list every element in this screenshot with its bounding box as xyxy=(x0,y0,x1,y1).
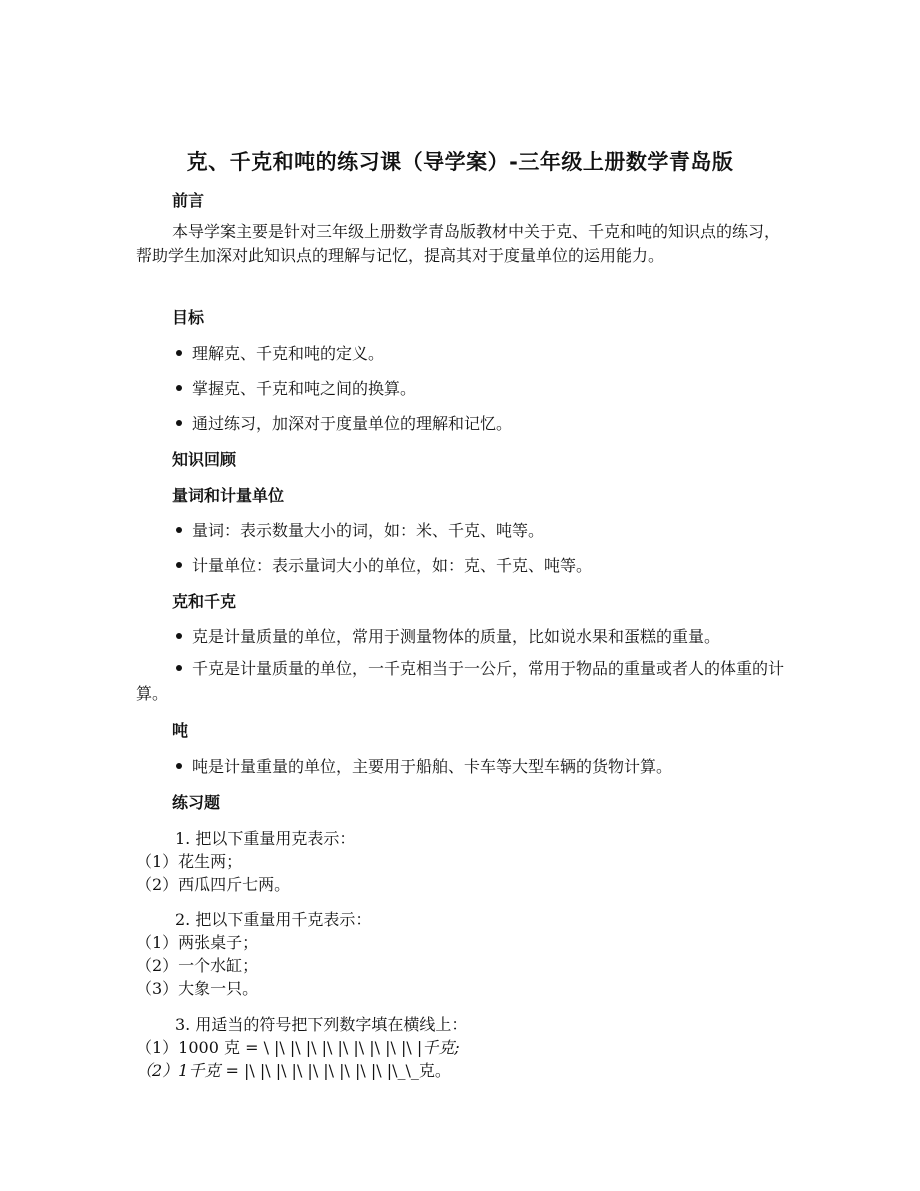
goal-item: 掌握克、千克和吨之间的换算。 xyxy=(176,376,416,399)
heading-goals: 目标 xyxy=(172,308,205,327)
question-2-sub: （1）两张桌子； xyxy=(136,933,259,952)
bullet-icon xyxy=(176,562,182,568)
question-2-sub: （3）大象一只。 xyxy=(136,979,259,998)
question-1-sub: （2）西瓜四斤七两。 xyxy=(136,875,291,894)
question-3: 3. 用适当的符号把下列数字填在横线上： xyxy=(175,1015,468,1034)
ton-item: 吨是计量重量的单位，主要用于船舶、卡车等大型车辆的货物计算。 xyxy=(176,754,672,777)
page-title: 克、千克和吨的练习课（导学案）-三年级上册数学青岛版 xyxy=(186,150,734,174)
heading-gram-kg: 克和千克 xyxy=(172,592,237,611)
question-1: 1. 把以下重量用克表示： xyxy=(175,829,356,848)
heading-exercises: 练习题 xyxy=(172,793,221,812)
units-item: 计量单位：表示量词大小的单位，如：克、千克、吨等。 xyxy=(176,553,592,576)
heading-ton: 吨 xyxy=(172,721,189,740)
bullet-icon xyxy=(176,420,182,426)
units-item: 量词：表示数量大小的词，如：米、千克、吨等。 xyxy=(176,518,544,541)
goal-item: 通过练习，加深对于度量单位的理解和记忆。 xyxy=(176,411,512,434)
bullet-icon xyxy=(176,527,182,533)
gram-kg-item: 千克是计量质量的单位，一千克相当于一公斤，常用于物品的重量或者人的体重的计算。 xyxy=(136,659,785,703)
question-3-sub-1: （1）1000 克 = \ |\ |\ |\ |\ |\ |\ |\ |\ |\ |千克; xyxy=(136,1038,460,1057)
goal-item: 理解克、千克和吨的定义。 xyxy=(176,341,384,364)
bullet-icon xyxy=(176,665,182,671)
question-3-sub-2: （2）1千克 = |\ |\ |\ |\ |\ |\ |\ |\ |\ |\_\_克。 xyxy=(136,1061,451,1080)
question-1-sub: （1）花生两； xyxy=(136,852,243,871)
bullet-icon xyxy=(176,763,182,769)
preface-paragraph: 本导学案主要是针对三年级上册数学青岛版教材中关于克、千克和吨的知识点的练习，帮助学生加深对此知识点的理解与记忆，提高其对于度量单位的运用能力。 xyxy=(136,222,781,265)
heading-units: 量词和计量单位 xyxy=(172,486,285,505)
bullet-icon xyxy=(176,385,182,391)
question-2-sub: （2）一个水缸； xyxy=(136,956,259,975)
heading-preface: 前言 xyxy=(172,191,205,210)
gram-kg-item: 克是计量质量的单位，常用于测量物体的质量，比如说水果和蛋糕的重量。 xyxy=(176,624,720,647)
question-2: 2. 把以下重量用千克表示： xyxy=(175,910,372,929)
heading-review: 知识回顾 xyxy=(172,450,237,469)
bullet-icon xyxy=(176,350,182,356)
bullet-icon xyxy=(176,633,182,639)
